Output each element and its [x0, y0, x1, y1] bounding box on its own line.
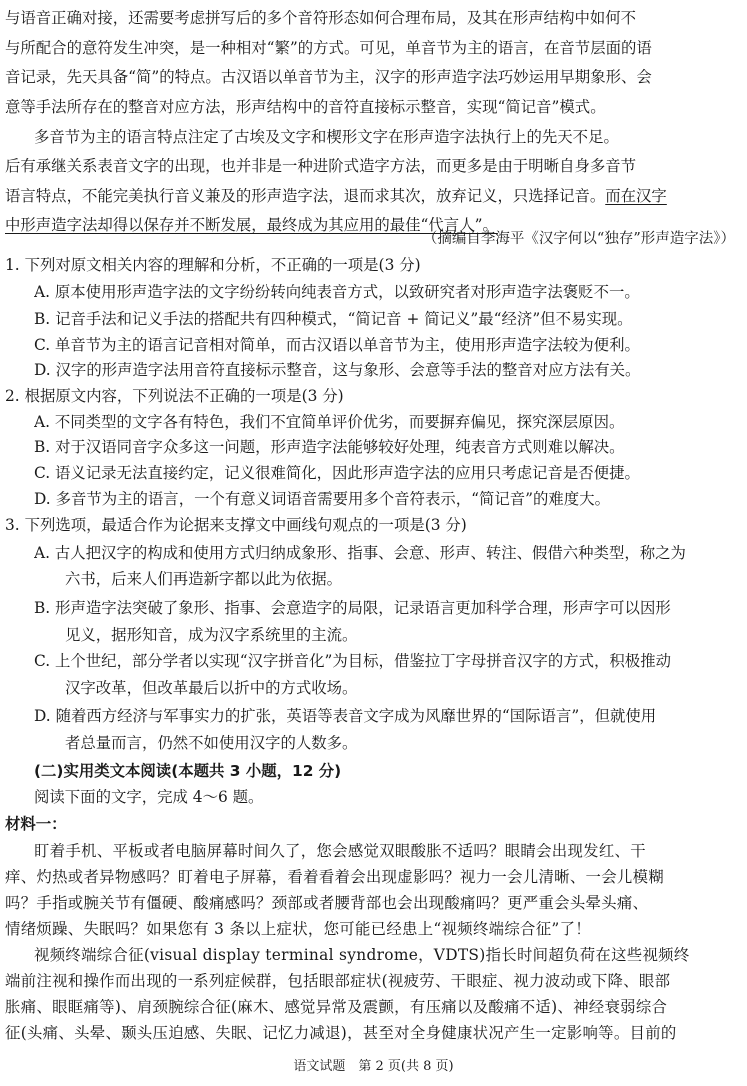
option-b: B. 对于汉语同音字众多这一问题，形声造字法能够较好处理，纯表音方式则难以解决。 [34, 438, 625, 456]
option-b: B. 形声造字法突破了象形、指事、会意造字的局限，记录语言更加科学合理，形声字可以因形 [34, 599, 671, 617]
option-d: D. 汉字的形声造字法用音符直接标示整音，这与象形、会意等手法的整音对应方法有关。 [34, 361, 641, 379]
page-footer: 语文试题 第 2 页(共 8 页) [293, 1059, 454, 1074]
option-a: A. 不同类型的文字各有特色，我们不宜简单评价优劣，而要摒弃偏见，探究深层原因。 [34, 413, 625, 431]
option-a-cont: 六书，后来人们再造新字都以此为依据。 [65, 570, 343, 588]
question-stem: 2. 根据原文内容，下列说法不正确的一项是(3 分) [5, 387, 344, 405]
section-heading: (二)实用类文本阅读(本题共 3 小题，12 分) [34, 762, 342, 780]
passage-line: 音记录，先天具备“简”的特点。古汉语以单音节为主，汉字的形声造字法巧妙运用早期象形、会 [5, 68, 652, 86]
material-line: 视频终端综合征(visual display terminal syndrome，VDTS)指长时间超负荷在这些视频终 [34, 946, 690, 964]
material-label: 材料一： [5, 815, 67, 833]
underlined-sentence: 中形声造字法却得以保存并不断发展，最终成为其应用的最佳“代言人”。 [5, 216, 498, 234]
option-c: C. 语义记录无法直接约定，记义很难简化，因此形声造字法的应用只考虑记音是否便捷。 [34, 464, 640, 482]
material-line: 吗？手指或腕关节有僵硬、酸痛感吗？颈部或者腰背部也会出现酸痛吗？更严重会头晕头痛、 [5, 894, 649, 912]
passage-line: 意等手法所存在的整音对应方法，形声结构中的音符直接标示整音，实现“简记音”模式。 [5, 98, 606, 116]
passage-line [5, 185, 743, 208]
option-a: A. 原本使用形声造字法的文字纷纷转向纯表音方式，以致研究者对形声造字法褒贬不一。 [34, 283, 640, 301]
material-line: 端前注视和操作而出现的一系列症候群，包括眼部症状(视疲劳、干眼症、视力波动或下降、眼部 [5, 972, 671, 990]
passage-line: 与所配合的意符发生冲突，是一种相对“繁”的方式。可见，单音节为主的语言，在音节层面的语 [5, 39, 652, 57]
option-d: D. 多音节为主的语言，一个有意义词语音需要用多个音符表示，“简记音”的难度大。 [34, 490, 610, 508]
question-stem: 1. 下列对原文相关内容的理解和分析，不正确的一项是(3 分) [5, 256, 421, 274]
material-line: 痒、灼热或者异物感吗？盯着电子屏幕，看着看着会出现虚影吗？视力一会儿清晰、一会儿模糊 [5, 868, 665, 886]
material-line: 征(头痛、头晕、颞头压迫感、失眠、记忆力减退)，甚至对全身健康状况产生一定影响等。目前的 [5, 1024, 677, 1042]
question-stem: 3. 下列选项，最适合作为论据来支撑文中画线句观点的一项是(3 分) [5, 516, 467, 534]
material-line: 情绪烦躁、失眠吗？如果您有 3 条以上症状，您可能已经患上“视频终端综合征”了！ [5, 920, 591, 938]
option-b: B. 记音手法和记义手法的搭配共有四种模式，“简记音 + 简记义”最“经济”但不易实现。 [34, 310, 633, 328]
option-d-cont: 者总量而言，仍然不如使用汉字的人数多。 [65, 734, 358, 752]
passage-text: 语言特点，不能完美执行音义兼及的形声造字法，退而求其次，放弃记义，只选择记音。 [5, 187, 606, 205]
source-citation: （摘编自李海平《汉字何以“独存”形声造字法》） [422, 231, 735, 247]
option-c: C. 单音节为主的语言记音相对简单，而古汉语以单音节为主，使用形声造字法较为便利。 [34, 336, 640, 354]
option-c-cont: 汉字改革，但改革最后以折中的方式收场。 [65, 679, 358, 697]
material-line: 胀痛、眼眶痛等)、肩颈腕综合征(麻木、感觉异常及震颤，有压痛以及酸痛不适)、神经衰弱综合 [5, 998, 668, 1016]
option-a: A. 古人把汉字的构成和使用方式归纳成象形、指事、会意、形声、转注、假借六种类型，称之为 [34, 544, 686, 562]
underlined-sentence: 而在汉字 [605, 187, 667, 205]
section-instruction: 阅读下面的文字，完成 4～6 题。 [34, 788, 264, 806]
material-line: 盯着手机、平板或者电脑屏幕时间久了，您会感觉双眼酸胀不适吗？眼睛会出现发红、干 [34, 842, 646, 860]
option-d: D. 随着西方经济与军事实力的扩张，英语等表音文字成为风靡世界的“国际语言”，但就使用 [34, 707, 657, 725]
passage-line: 多音节为主的语言特点注定了古埃及文字和楔形文字在形声造字法执行上的先天不足。 [34, 128, 619, 146]
option-b-cont: 见义，据形知音，成为汉字系统里的主流。 [65, 626, 358, 644]
passage-line: 与语音正确对接，还需要考虑拼写后的多个音符形态如何合理布局，及其在形声结构中如何不 [5, 9, 637, 27]
option-c: C. 上个世纪，部分学者以实现“汉字拼音化”为目标，借鉴拉丁字母拼音汉字的方式，积极推动 [34, 652, 671, 670]
passage-line: 后有承继关系表音文字的出现，也并非是一种进阶式造字方法，而更多是由于明晰自身多音节 [5, 157, 637, 175]
